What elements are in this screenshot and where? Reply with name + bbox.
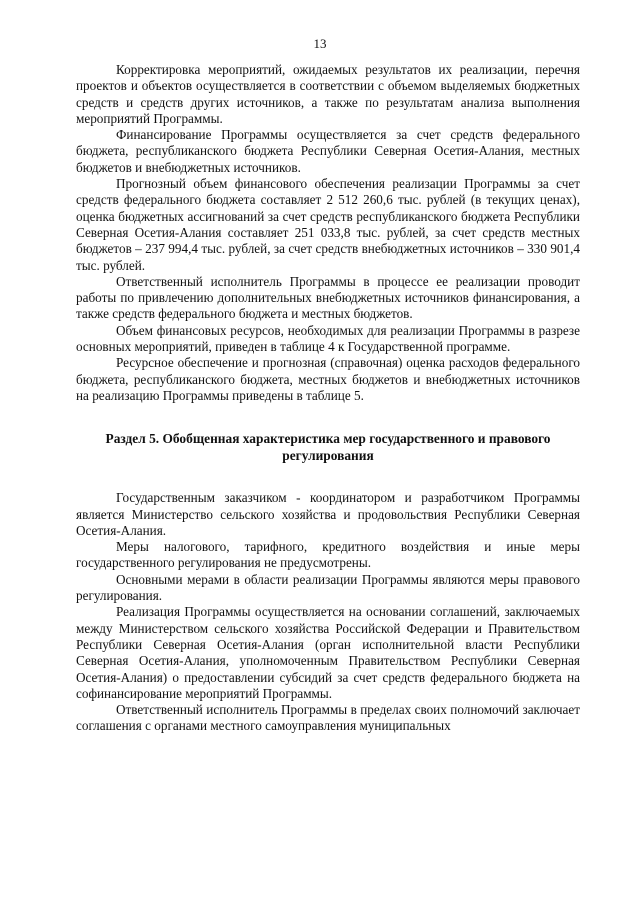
- section-heading: Раздел 5. Обобщенная характеристика мер государственного и правового регулирования: [105, 431, 551, 464]
- paragraph-resources-table5: Ресурсное обеспечение и прогнозная (справочная) оценка расходов федерального бюджета, республиканского бюджета, местных бюджетов и внебюджетных источников на реализацию Программы приведены в таблице 5.: [76, 355, 580, 403]
- paragraph-customer: Государственным заказчиком - координатором и разработчиком Программы является Министерство сельского хозяйства и продовольствия Республики Северная Осетия-Алания.: [76, 490, 580, 538]
- paragraph-agreements: Реализация Программы осуществляется на основании соглашений, заключаемых между Министерством сельского хозяйства Российской Федерации и Правительством Республики Северная Осетия-Алания (орган исполнительной власти Республики Северная Осетия-Алания, уполномоченным Правительством Республики Северная Осетия-Алания) о предоставлении субсидий за счет средств федерального бюджета на софинансирование мероприятий Программы.: [76, 604, 580, 701]
- page-number: 13: [313, 36, 327, 51]
- paragraph-financing: Финансирование Программы осуществляется за счет средств федерального бюджета, республиканского бюджета Республики Северная Осетия-Алания, местных бюджетов и внебюджетных источников.: [76, 127, 580, 175]
- paragraph-forecast-volume: Прогнозный объем финансового обеспечения реализации Программы за счет средств федерального бюджета составляет 2 512 260,6 тыс. рублей (в текущих ценах), оценка бюджетных ассигнований за счет средств республиканского бюджета Республики Северная Осетия-Алания составляет 251 033,8 тыс. рублей, за счет средств местных бюджетов – 237 994,4 тыс. рублей, за счет средств внебюджетных источников – 330 901,4 тыс. рублей.: [76, 176, 580, 273]
- paragraph-additional-sources: Ответственный исполнитель Программы в процессе ее реализации проводит работы по привлечению дополнительных внебюджетных источников финансирования, а также средств федерального бюджета и местных бюджетов.: [76, 273, 580, 322]
- paragraph-resources-table4: Объем финансовых ресурсов, необходимых для реализации Программы в разрезе основных мероприятий, приведен в таблице 4 к Государственной программе.: [76, 322, 580, 355]
- paragraph-tax-measures: Меры налогового, тарифного, кредитного воздействия и иные меры государственного регулирования не предусмотрены.: [76, 539, 580, 571]
- paragraph-main-measures: Основными мерами в области реализации Программы являются меры правового регулирования.: [76, 571, 580, 604]
- document-body: [76, 62, 580, 735]
- paragraph-adjustment: Корректировка мероприятий, ожидаемых результатов их реализации, перечня проектов и объектов осуществляется в соответствии с объемом выделяемых бюджетных средств и средств других источников, а также по результатам анализа выполнения мероприятий Программы.: [76, 62, 580, 126]
- paragraph-executor: Ответственный исполнитель Программы в пределах своих полномочий заключает соглашения с органами местного самоуправления муниципальных: [76, 702, 580, 734]
